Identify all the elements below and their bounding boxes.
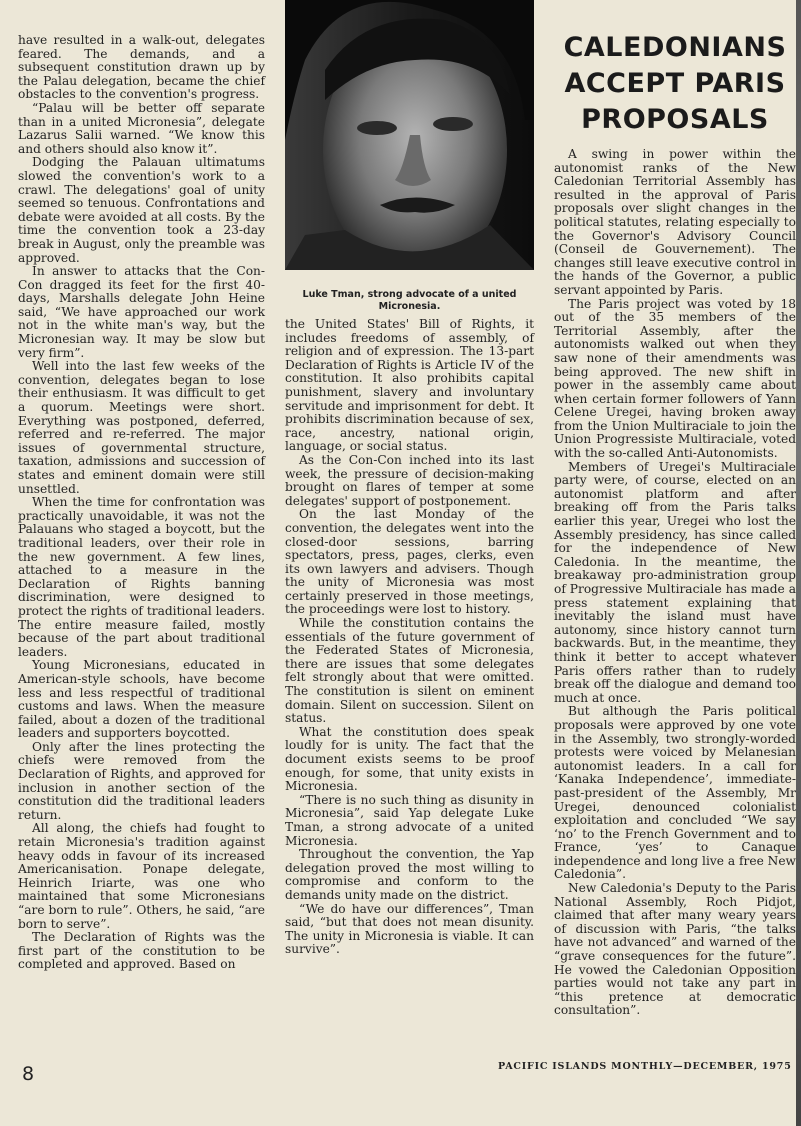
paragraph: Dodging the Palauan ultimatums slowed the convention's work to a crawl. The delegations' goal of unity seemed so tenuous. Confrontations and debate were avoided at all costs. By the time the convention took a 23-day break in August, only the preamble was approved. <box>18 155 265 265</box>
paragraph: The Paris project was voted by 18 out of the 35 members of the Territorial Assembly, after the autonomists walked out when they saw none of their amendments was being approved. The new shift in power in the assembly came about when certain former followers of Yann Celene Uregei, having broken away from the Union Multiraciale to join the Union Progressiste Multiraciale, voted with the so-called Anti-Autonomists. <box>554 296 796 461</box>
paragraph: When the time for confrontation was practically unavoidable, it was not the Palauans who staged a boycott, but the traditional leaders, over their role in the new government. A few lines, attached to a measure in the Declaration of Rights banning discrimination, were designed to protect the rights of traditional leaders. The entire measure failed, mostly because of the part about traditional leaders. <box>18 495 265 659</box>
paragraph: Well into the last few weeks of the convention, delegates began to lose their enthusiasm. It was difficult to get a quorum. Meetings were short. Everything was postponed, deferred, referred and re-referred. The major issues of governmental structure, taxation, admissions and succession of states and eminent domain were still unsettled. <box>18 359 265 496</box>
paragraph: Only after the lines protecting the chiefs were removed from the Declaration of Rights, and approved for inclusion in another section of the constitution did the traditional leaders return. <box>18 739 265 822</box>
paragraph: All along, the chiefs had fought to retain Micronesia's tradition against heavy odds in favour of its increased Americanisation. Ponape delegate, Heinrich Iriarte, was one who maintained that some Micronesians “are born to rule”. Others, he said, “are born to serve”. <box>18 821 265 931</box>
paragraph: In answer to attacks that the Con-Con dragged its feet for the first 40-days, Marshalls delegate John Heine said, “We have approached our work not in the white man's way, but the Micronesian way. It may be slow but very firm”. <box>18 264 265 360</box>
portrait-photo <box>285 0 534 270</box>
photo-caption: Luke Tman, strong advocate of a united Micronesia. <box>302 289 517 312</box>
running-footer: PACIFIC ISLANDS MONTHLY—DECEMBER, 1975 <box>498 1061 792 1072</box>
paragraph: A swing in power within the autonomist ranks of the New Caledonian Territorial Assembly has resulted in the approval of Paris proposals over slight changes in the political statutes, relating especially to the Governor's Advisory Council (Conseil de Gouvernement). The changes still leave executive control in the hands of the Governor, a public servant appointed by Paris. <box>554 147 796 297</box>
paragraph: Members of Uregei's Multiraciale party were, of course, elected on an autonomist platform and after breaking off from the Paris talks earlier this year, Uregei who lost the Assembly presidency, has since called for the independence of New Caledonia. In the meantime, the breakaway pro-administration group of Progressive Multiraciale has made a press statement explaining that inevitably the island must have autonomy, since history cannot turn backwards. But, in the meantime, they think it better to accept whatever Paris offers rather than to rudely break off the dialogue and demand too much at once. <box>554 459 796 705</box>
paragraph: Young Micronesians, educated in American-style schools, have become less and less respectful of traditional customs and laws. When the measure failed, about a dozen of the traditional leaders and supporters boycotted. <box>18 658 265 741</box>
article-column-middle <box>285 318 534 957</box>
paragraph: As the Con-Con inched into its last week, the pressure of decision-making brought on flares of temper at some delegates' support of postponement. <box>285 452 534 508</box>
paragraph: But although the Paris political proposals were approved by one vote in the Assembly, two strongly-worded protests were voiced by Melanesian autonomist leaders. In a call for ‘Kanaka Independence’, immediate-past-president of the Assembly, Mr Uregei, denounced colonialist exploitation and concluded “We say ‘no’ to the French Government and to France, ‘yes’ to Canaque independence and long live a free New Caledonia”. <box>554 704 796 882</box>
article-column-right <box>554 148 796 1018</box>
paragraph: “There is no such thing as disunity in Micronesia”, said Yap delegate Luke Tman, a strong advocate of a united Micronesia. <box>285 792 534 848</box>
page-edge-shadow <box>796 0 801 1126</box>
article-column-left <box>18 34 265 972</box>
paragraph: have resulted in a walk-out, delegates feared. The demands, and a subsequent constitution drawn up by the Palau delegation, became the chief obstacles to the convention's progress. <box>18 33 265 102</box>
paragraph: Throughout the convention, the Yap delegation proved the most willing to compromise and conform to the demands unity made on the district. <box>285 847 534 902</box>
paragraph: On the last Monday of the convention, the delegates went into the closed-door sessions, barring spectators, press, pages, clerks, even its own lawyers and advisers. Though the unity of Micronesia was most certainly preserved in those meetings, the proceedings were lost to history. <box>285 507 534 617</box>
portrait-photo-image <box>285 0 534 270</box>
paragraph: New Caledonia's Deputy to the Paris National Assembly, Roch Pidjot, claimed that after many weary years of discussion with Paris, “the talks have not advanced” and warned of the “grave consequences for the future”. He vowed the Caledonian Opposition parties would not take any part in “this pretence at democratic consultation”. <box>554 881 796 1018</box>
page-number: 8 <box>22 1063 35 1085</box>
paragraph: “We do have our differences”, Tman said, “but that does not mean disunity. The unity in Micronesia is viable. It can survive”. <box>285 901 534 957</box>
paragraph: While the constitution contains the essentials of the future government of the Federated States of Micronesia, there are issues that some delegates felt strongly about that were omitted. The constitution is silent on eminent domain. Silent on succession. Silent on status. <box>285 616 534 726</box>
paragraph: the United States' Bill of Rights, it includes freedoms of assembly, of religion and of expression. The 13-part Declaration of Rights is Article IV of the constitution. It also prohibits capital punishment, slavery and involuntary servitude and imprisonment for debt. It prohibits discrimination because of sex, race, ancestry, national origin, language, or social status. <box>285 317 534 454</box>
paragraph: What the constitution does speak loudly for is unity. The fact that the document exists seems to be proof enough, for some, that unity exists in Micronesia. <box>285 724 534 794</box>
headline: CALEDONIANS ACCEPT PARIS PROPOSALS <box>563 32 787 135</box>
paragraph: The Declaration of Rights was the first part of the constitution to be completed and approved. Based on <box>18 930 265 972</box>
paragraph: “Palau will be better off separate than in a united Micronesia”, delegate Lazarus Salii warned. “We know this and others should also know it”. <box>18 100 265 156</box>
